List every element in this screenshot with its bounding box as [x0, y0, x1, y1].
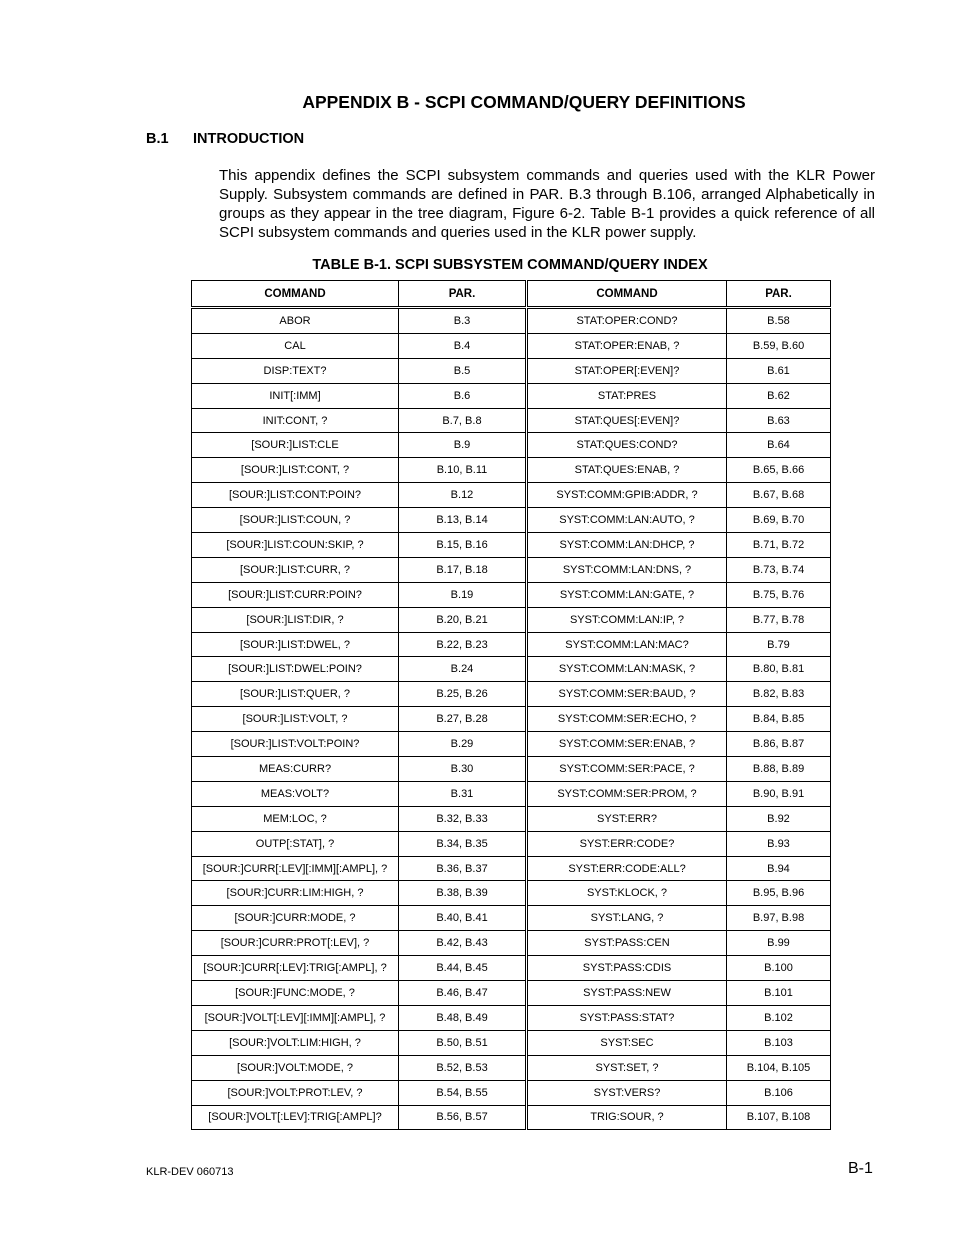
table-row [192, 333, 831, 358]
command-right-cell: SYST:COMM:LAN:DHCP, ? [527, 533, 727, 558]
par-right-cell: B.101 [727, 981, 831, 1006]
par-left-cell: B.31 [399, 781, 527, 806]
command-right-cell: STAT:OPER:ENAB, ? [527, 333, 727, 358]
par-right-cell: B.90, B.91 [727, 781, 831, 806]
command-right-cell: STAT:QUES:COND? [527, 433, 727, 458]
command-left-cell: [SOUR:]LIST:DWEL:POIN? [192, 657, 399, 682]
table-row [192, 1080, 831, 1105]
command-left-cell: [SOUR:]LIST:DIR, ? [192, 607, 399, 632]
header-par-right: PAR. [727, 281, 831, 307]
command-right-cell: SYST:COMM:SER:PROM, ? [527, 781, 727, 806]
command-left-cell: CAL [192, 333, 399, 358]
command-left-cell: [SOUR:]LIST:COUN:SKIP, ? [192, 533, 399, 558]
table-row [192, 557, 831, 582]
par-left-cell: B.19 [399, 582, 527, 607]
par-left-cell: B.9 [399, 433, 527, 458]
table-row [192, 657, 831, 682]
command-left-cell: [SOUR:]LIST:COUN, ? [192, 508, 399, 533]
command-left-cell: [SOUR:]CURR:MODE, ? [192, 906, 399, 931]
table-row [192, 1055, 831, 1080]
command-left-cell: [SOUR:]CURR[:LEV][:IMM][:AMPL], ? [192, 856, 399, 881]
par-left-cell: B.42, B.43 [399, 931, 527, 956]
command-left-cell: [SOUR:]LIST:VOLT, ? [192, 707, 399, 732]
table-row [192, 931, 831, 956]
par-right-cell: B.92 [727, 806, 831, 831]
par-right-cell: B.106 [727, 1080, 831, 1105]
par-left-cell: B.4 [399, 333, 527, 358]
table-row [192, 881, 831, 906]
par-left-cell: B.44, B.45 [399, 956, 527, 981]
command-index-table [191, 280, 831, 1130]
par-left-cell: B.27, B.28 [399, 707, 527, 732]
par-left-cell: B.34, B.35 [399, 831, 527, 856]
table-row [192, 781, 831, 806]
command-left-cell: [SOUR:]VOLT[:LEV][:IMM][:AMPL], ? [192, 1005, 399, 1030]
command-right-cell: SYST:COMM:GPIB:ADDR, ? [527, 483, 727, 508]
command-left-cell: [SOUR:]LIST:CURR, ? [192, 557, 399, 582]
table-title: TABLE B-1. SCPI SUBSYSTEM COMMAND/QUERY INDEX [312, 257, 708, 273]
par-right-cell: B.59, B.60 [727, 333, 831, 358]
par-right-cell: B.58 [727, 309, 831, 334]
command-left-cell: [SOUR:]LIST:DWEL, ? [192, 632, 399, 657]
command-right-cell: SYST:COMM:SER:ECHO, ? [527, 707, 727, 732]
table-row [192, 732, 831, 757]
par-right-cell: B.80, B.81 [727, 657, 831, 682]
table-row [192, 906, 831, 931]
command-left-cell: MEM:LOC, ? [192, 806, 399, 831]
command-right-cell: SYST:PASS:STAT? [527, 1005, 727, 1030]
appendix-title: APPENDIX B - SCPI COMMAND/QUERY DEFINITIONS [302, 92, 746, 112]
table-row [192, 483, 831, 508]
command-left-cell: [SOUR:]CURR:PROT[:LEV], ? [192, 931, 399, 956]
command-left-cell: [SOUR:]CURR[:LEV]:TRIG[:AMPL], ? [192, 956, 399, 981]
par-right-cell: B.88, B.89 [727, 757, 831, 782]
command-right-cell: SYST:ERR? [527, 806, 727, 831]
command-left-cell: [SOUR:]LIST:CONT, ? [192, 458, 399, 483]
par-left-cell: B.24 [399, 657, 527, 682]
par-left-cell: B.30 [399, 757, 527, 782]
par-right-cell: B.82, B.83 [727, 682, 831, 707]
par-right-cell: B.97, B.98 [727, 906, 831, 931]
par-left-cell: B.6 [399, 383, 527, 408]
table-row [192, 582, 831, 607]
par-left-cell: B.38, B.39 [399, 881, 527, 906]
par-right-cell: B.77, B.78 [727, 607, 831, 632]
par-right-cell: B.71, B.72 [727, 533, 831, 558]
table-row [192, 806, 831, 831]
par-right-cell: B.99 [727, 931, 831, 956]
par-left-cell: B.17, B.18 [399, 557, 527, 582]
section-title: INTRODUCTION [193, 131, 305, 147]
command-right-cell: STAT:OPER[:EVEN]? [527, 358, 727, 383]
command-left-cell: [SOUR:]VOLT:MODE, ? [192, 1055, 399, 1080]
command-right-cell: STAT:OPER:COND? [527, 309, 727, 334]
par-right-cell: B.102 [727, 1005, 831, 1030]
command-right-cell: STAT:PRES [527, 383, 727, 408]
command-left-cell: [SOUR:]VOLT:PROT:LEV, ? [192, 1080, 399, 1105]
table-row [192, 508, 831, 533]
par-left-cell: B.40, B.41 [399, 906, 527, 931]
par-right-cell: B.84, B.85 [727, 707, 831, 732]
command-right-cell: SYST:COMM:SER:ENAB, ? [527, 732, 727, 757]
command-right-cell: SYST:ERR:CODE:ALL? [527, 856, 727, 881]
table-row [192, 831, 831, 856]
par-left-cell: B.7, B.8 [399, 408, 527, 433]
command-right-cell: SYST:COMM:SER:BAUD, ? [527, 682, 727, 707]
command-right-cell: SYST:COMM:LAN:AUTO, ? [527, 508, 727, 533]
par-right-cell: B.100 [727, 956, 831, 981]
par-right-cell: B.73, B.74 [727, 557, 831, 582]
header-command-left: COMMAND [192, 281, 399, 307]
table-row [192, 358, 831, 383]
par-left-cell: B.54, B.55 [399, 1080, 527, 1105]
command-right-cell: SYST:ERR:CODE? [527, 831, 727, 856]
par-right-cell: B.86, B.87 [727, 732, 831, 757]
par-left-cell: B.52, B.53 [399, 1055, 527, 1080]
table-row [192, 408, 831, 433]
table-row [192, 309, 831, 334]
table-row [192, 956, 831, 981]
command-left-cell: ABOR [192, 309, 399, 334]
table-row [192, 856, 831, 881]
command-right-cell: SYST:PASS:NEW [527, 981, 727, 1006]
command-right-cell: SYST:COMM:LAN:GATE, ? [527, 582, 727, 607]
par-left-cell: B.56, B.57 [399, 1105, 527, 1130]
table-row [192, 707, 831, 732]
par-left-cell: B.13, B.14 [399, 508, 527, 533]
par-right-cell: B.95, B.96 [727, 881, 831, 906]
par-left-cell: B.29 [399, 732, 527, 757]
command-left-cell: INIT[:IMM] [192, 383, 399, 408]
command-right-cell: SYST:COMM:LAN:DNS, ? [527, 557, 727, 582]
table-body [192, 307, 831, 1130]
command-left-cell: [SOUR:]LIST:CONT:POIN? [192, 483, 399, 508]
command-right-cell: SYST:SEC [527, 1030, 727, 1055]
par-right-cell: B.79 [727, 632, 831, 657]
command-left-cell: MEAS:CURR? [192, 757, 399, 782]
command-left-cell: [SOUR:]FUNC:MODE, ? [192, 981, 399, 1006]
header-command-right: COMMAND [527, 281, 727, 307]
command-right-cell: SYST:PASS:CDIS [527, 956, 727, 981]
command-left-cell: [SOUR:]LIST:CLE [192, 433, 399, 458]
par-left-cell: B.5 [399, 358, 527, 383]
table-row [192, 533, 831, 558]
command-right-cell: TRIG:SOUR, ? [527, 1105, 727, 1130]
table-row [192, 757, 831, 782]
command-left-cell: [SOUR:]VOLT[:LEV]:TRIG[:AMPL]? [192, 1105, 399, 1130]
par-right-cell: B.103 [727, 1030, 831, 1055]
table-row [192, 632, 831, 657]
par-right-cell: B.65, B.66 [727, 458, 831, 483]
par-right-cell: B.69, B.70 [727, 508, 831, 533]
command-right-cell: SYST:COMM:LAN:IP, ? [527, 607, 727, 632]
par-right-cell: B.75, B.76 [727, 582, 831, 607]
section-number: B.1 [146, 131, 169, 147]
par-left-cell: B.15, B.16 [399, 533, 527, 558]
command-right-cell: SYST:SET, ? [527, 1055, 727, 1080]
par-right-cell: B.93 [727, 831, 831, 856]
table-row [192, 433, 831, 458]
par-left-cell: B.25, B.26 [399, 682, 527, 707]
par-left-cell: B.20, B.21 [399, 607, 527, 632]
par-left-cell: B.50, B.51 [399, 1030, 527, 1055]
table-row [192, 383, 831, 408]
command-right-cell: SYST:PASS:CEN [527, 931, 727, 956]
par-left-cell: B.48, B.49 [399, 1005, 527, 1030]
table-row [192, 981, 831, 1006]
command-left-cell: DISP:TEXT? [192, 358, 399, 383]
command-left-cell: OUTP[:STAT], ? [192, 831, 399, 856]
command-left-cell: MEAS:VOLT? [192, 781, 399, 806]
command-right-cell: SYST:VERS? [527, 1080, 727, 1105]
par-left-cell: B.32, B.33 [399, 806, 527, 831]
page-number: B-1 [848, 1160, 873, 1177]
command-left-cell: [SOUR:]VOLT:LIM:HIGH, ? [192, 1030, 399, 1055]
par-right-cell: B.63 [727, 408, 831, 433]
command-right-cell: SYST:COMM:SER:PACE, ? [527, 757, 727, 782]
table-row [192, 1105, 831, 1130]
command-left-cell: [SOUR:]LIST:QUER, ? [192, 682, 399, 707]
par-left-cell: B.46, B.47 [399, 981, 527, 1006]
command-right-cell: SYST:LANG, ? [527, 906, 727, 931]
command-right-cell: SYST:KLOCK, ? [527, 881, 727, 906]
command-left-cell: INIT:CONT, ? [192, 408, 399, 433]
command-right-cell: SYST:COMM:LAN:MAC? [527, 632, 727, 657]
command-right-cell: STAT:QUES:ENAB, ? [527, 458, 727, 483]
par-left-cell: B.3 [399, 309, 527, 334]
table-row [192, 682, 831, 707]
par-left-cell: B.22, B.23 [399, 632, 527, 657]
command-right-cell: SYST:COMM:LAN:MASK, ? [527, 657, 727, 682]
par-right-cell: B.61 [727, 358, 831, 383]
intro-paragraph: This appendix defines the SCPI subsystem commands and queries used with the KLR Power Supply. Subsystem commands are defined in PAR. B.3 through B.106, arranged Alphabetically in groups as they appear in the tree diagram, Figure 6-2. Table B-1 provides a quick reference of all SCPI subsystem commands and queries used in the KLR power supply. [219, 167, 875, 241]
table-header-row [192, 281, 831, 307]
par-right-cell: B.67, B.68 [727, 483, 831, 508]
par-left-cell: B.36, B.37 [399, 856, 527, 881]
header-par-left: PAR. [399, 281, 527, 307]
command-left-cell: [SOUR:]LIST:CURR:POIN? [192, 582, 399, 607]
par-right-cell: B.64 [727, 433, 831, 458]
command-left-cell: [SOUR:]CURR:LIM:HIGH, ? [192, 881, 399, 906]
table-row [192, 1030, 831, 1055]
command-left-cell: [SOUR:]LIST:VOLT:POIN? [192, 732, 399, 757]
par-left-cell: B.10, B.11 [399, 458, 527, 483]
par-left-cell: B.12 [399, 483, 527, 508]
par-right-cell: B.104, B.105 [727, 1055, 831, 1080]
par-right-cell: B.107, B.108 [727, 1105, 831, 1130]
table-row [192, 607, 831, 632]
command-right-cell: STAT:QUES[:EVEN]? [527, 408, 727, 433]
table-row [192, 458, 831, 483]
document-id: KLR-DEV 060713 [146, 1166, 234, 1178]
par-right-cell: B.62 [727, 383, 831, 408]
par-right-cell: B.94 [727, 856, 831, 881]
table-row [192, 1005, 831, 1030]
